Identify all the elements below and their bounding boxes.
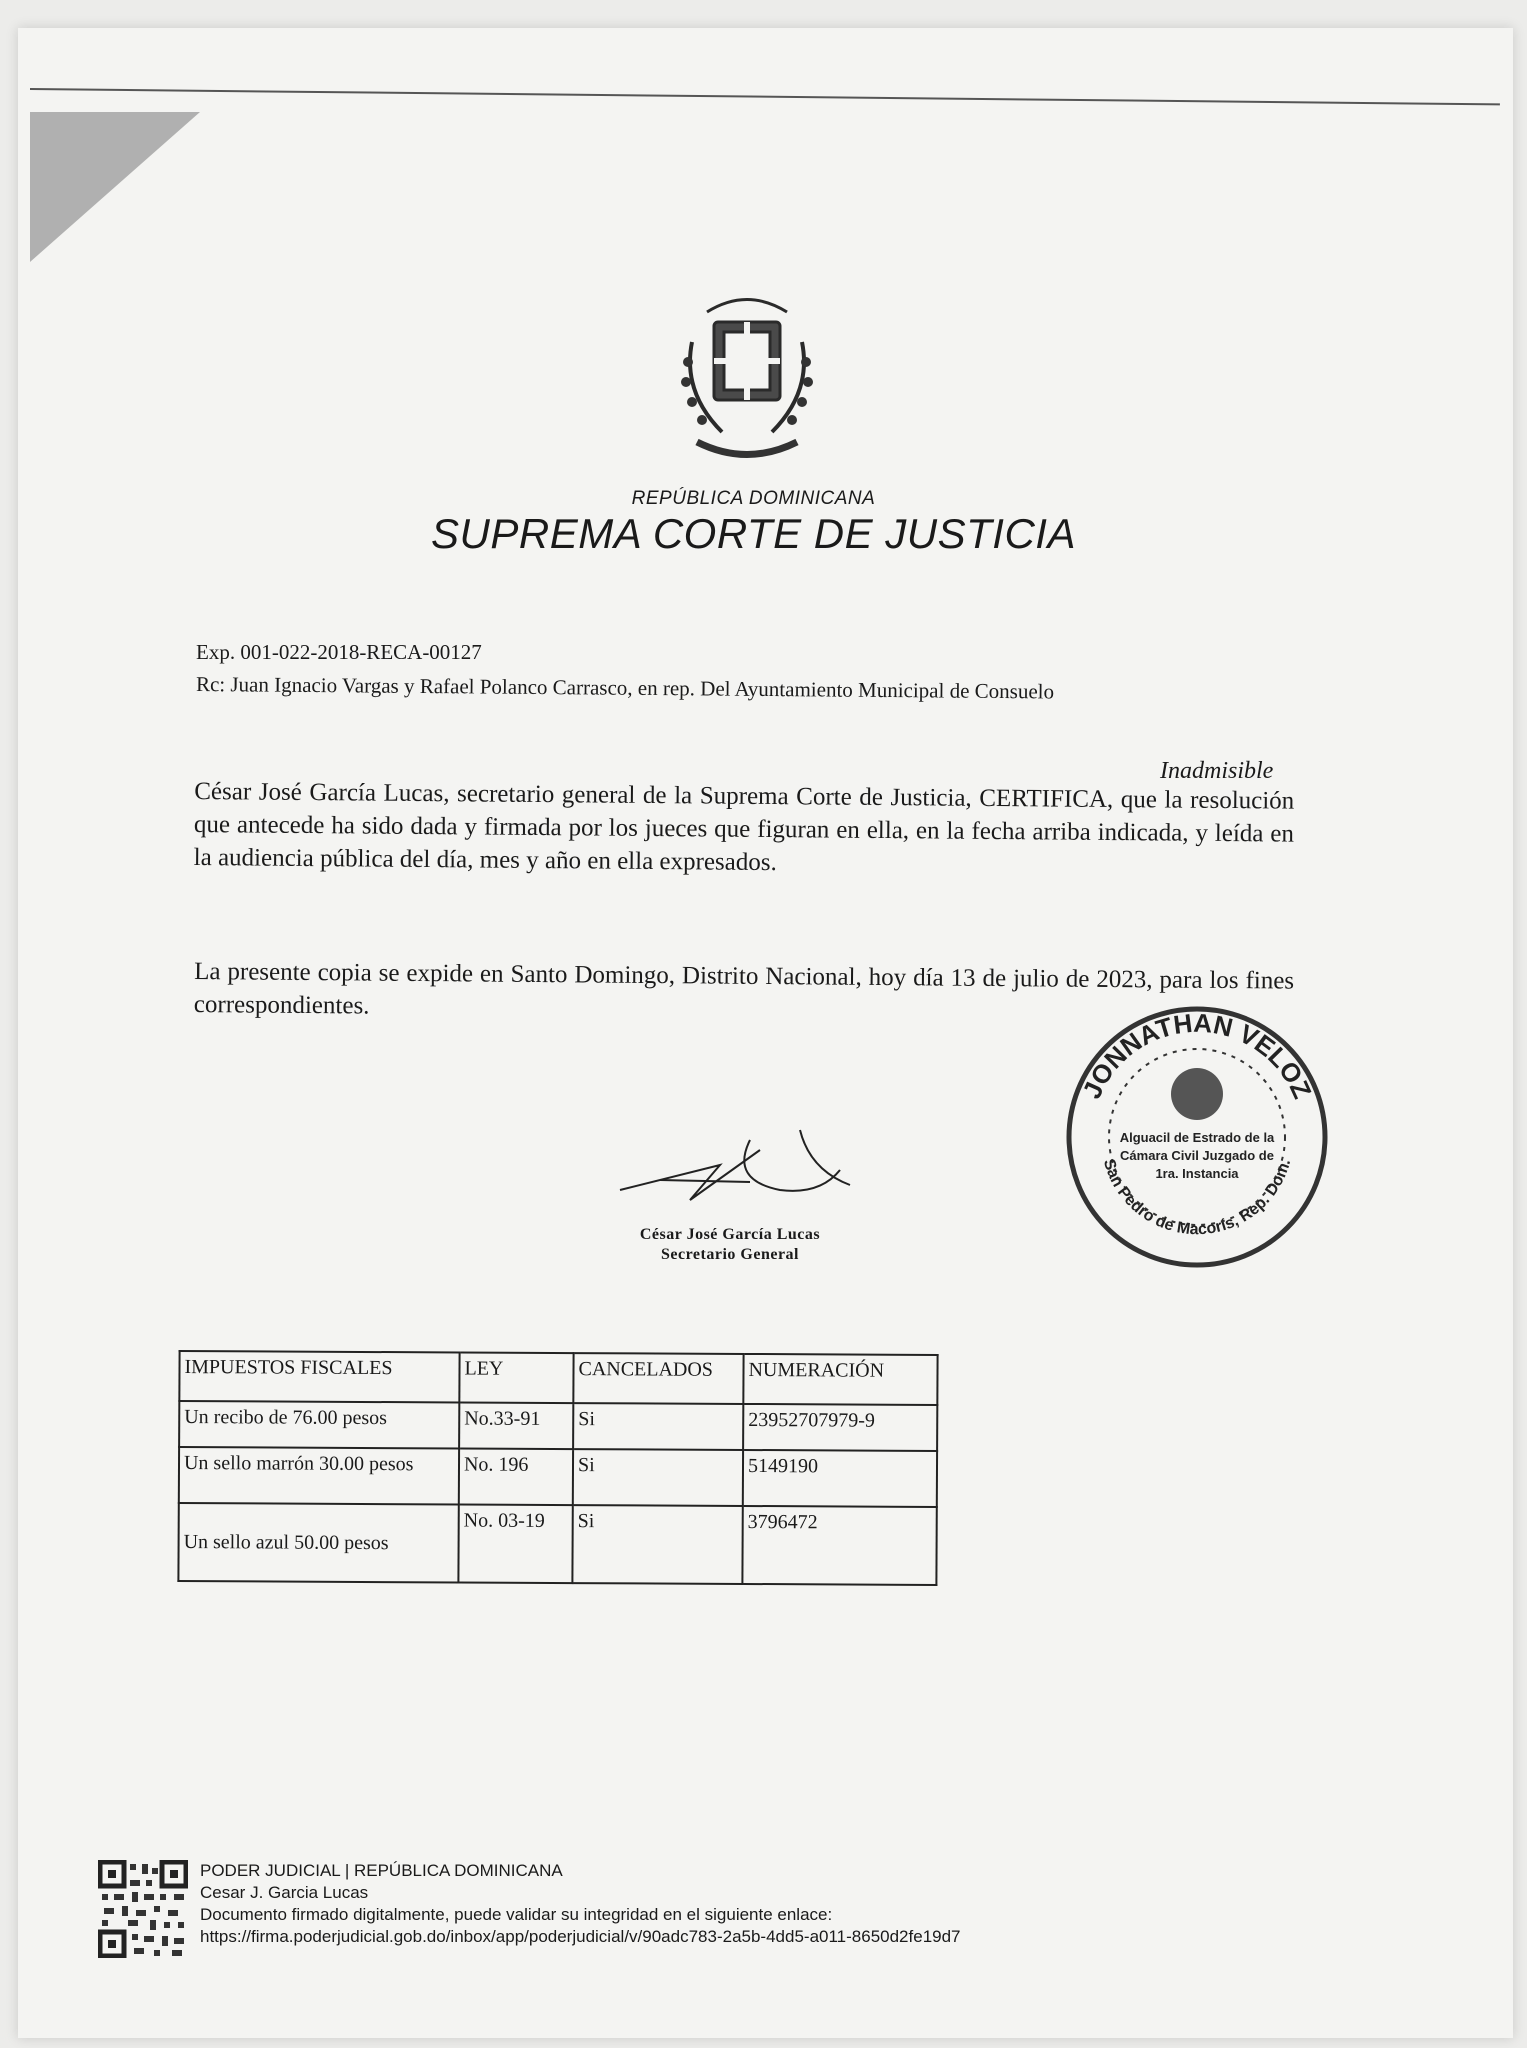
table-cell: 23952707979-9 <box>743 1404 937 1451</box>
table-header-row <box>179 1351 937 1405</box>
case-parties: Rc: Juan Ignacio Vargas y Rafael Polanco Carrasco, en rep. Del Ayuntamiento Municipal de Consuelo <box>195 672 1055 704</box>
table-cell: 3796472 <box>742 1506 936 1585</box>
stamp-line1: Alguacil de Estrado de la <box>1119 1130 1275 1145</box>
column-header: NUMERACIÓN <box>743 1354 937 1405</box>
table-cell: Un sello azul 50.00 pesos <box>178 1503 458 1582</box>
table-cell: Un recibo de 76.00 pesos <box>179 1401 459 1448</box>
column-header: LEY <box>459 1352 573 1403</box>
stamp-line3: 1ra. Instancia <box>1155 1166 1239 1181</box>
stamp-place: San Pedro de Macorís, Rep. Dom. <box>1099 1157 1295 1239</box>
stamp-line2: Cámara Civil Juzgado de <box>1120 1148 1274 1163</box>
signature-block <box>560 1225 900 1265</box>
country-heading: REPÚBLICA DOMINICANA <box>631 488 876 509</box>
qr-code-icon[interactable] <box>98 1860 188 1958</box>
validation-link[interactable]: https://firma.poderjudicial.gob.do/inbox/app/poderjudicial/v/90adc783-2a5b-4dd5-a011-8650d2fe19d7 <box>200 1927 961 1946</box>
stamp-name: JONNATHAN VELOZ <box>1076 1007 1318 1104</box>
table-cell: No. 03-19 <box>458 1504 572 1583</box>
signatory-name: César José García Lucas <box>639 1226 821 1243</box>
column-header: CANCELADOS <box>573 1353 743 1404</box>
table-cell: Si <box>573 1403 743 1450</box>
certification-paragraph: César José García Lucas, secretario general de la Suprema Corte de Justicia, CERTIFICA, que la resolución que antecede ha sido dada y firmada por los jueces que figuran en ella, en la fecha arriba indicada, y leída en la audiencia pública del día, mes y año en ella expresados. <box>193 778 1295 877</box>
table-row <box>179 1447 937 1507</box>
fiscal-taxes-table <box>177 1350 938 1586</box>
handwritten-signature <box>600 1110 880 1210</box>
footer-institution: PODER JUDICIAL | REPÚBLICA DOMINICANA <box>200 1861 563 1880</box>
column-header: IMPUESTOS FISCALES <box>179 1351 459 1402</box>
signatory-title: Secretario General <box>661 1246 799 1263</box>
table-row <box>178 1503 936 1585</box>
official-stamp <box>1062 1002 1332 1272</box>
table-cell: 5149190 <box>743 1450 937 1507</box>
issuance-paragraph: La presente copia se expide en Santo Domingo, Distrito Nacional, hoy día 13 de julio de 2023, para los fines correspondientes. <box>193 958 1295 1020</box>
table-row <box>179 1401 937 1451</box>
table-cell: No. 196 <box>459 1448 573 1505</box>
case-number: Exp. 001-022-2018-RECA-00127 <box>196 640 482 664</box>
table-cell: Si <box>572 1505 742 1584</box>
ruling-label: Inadmisible <box>1160 758 1274 784</box>
coat-of-arms-emblem <box>662 282 832 467</box>
footer-signer: Cesar J. Garcia Lucas <box>200 1883 369 1902</box>
footer-validation-note: Documento firmado digitalmente, puede validar su integridad en el siguiente enlace: <box>200 1905 833 1924</box>
table-cell: Si <box>573 1449 743 1506</box>
footer-text <box>200 1860 961 1948</box>
table-cell: Un sello marrón 30.00 pesos <box>179 1447 459 1504</box>
court-title: SUPREMA CORTE DE JUSTICIA <box>431 510 1076 557</box>
table-cell: No.33-91 <box>459 1402 573 1449</box>
folded-corner <box>30 112 200 262</box>
